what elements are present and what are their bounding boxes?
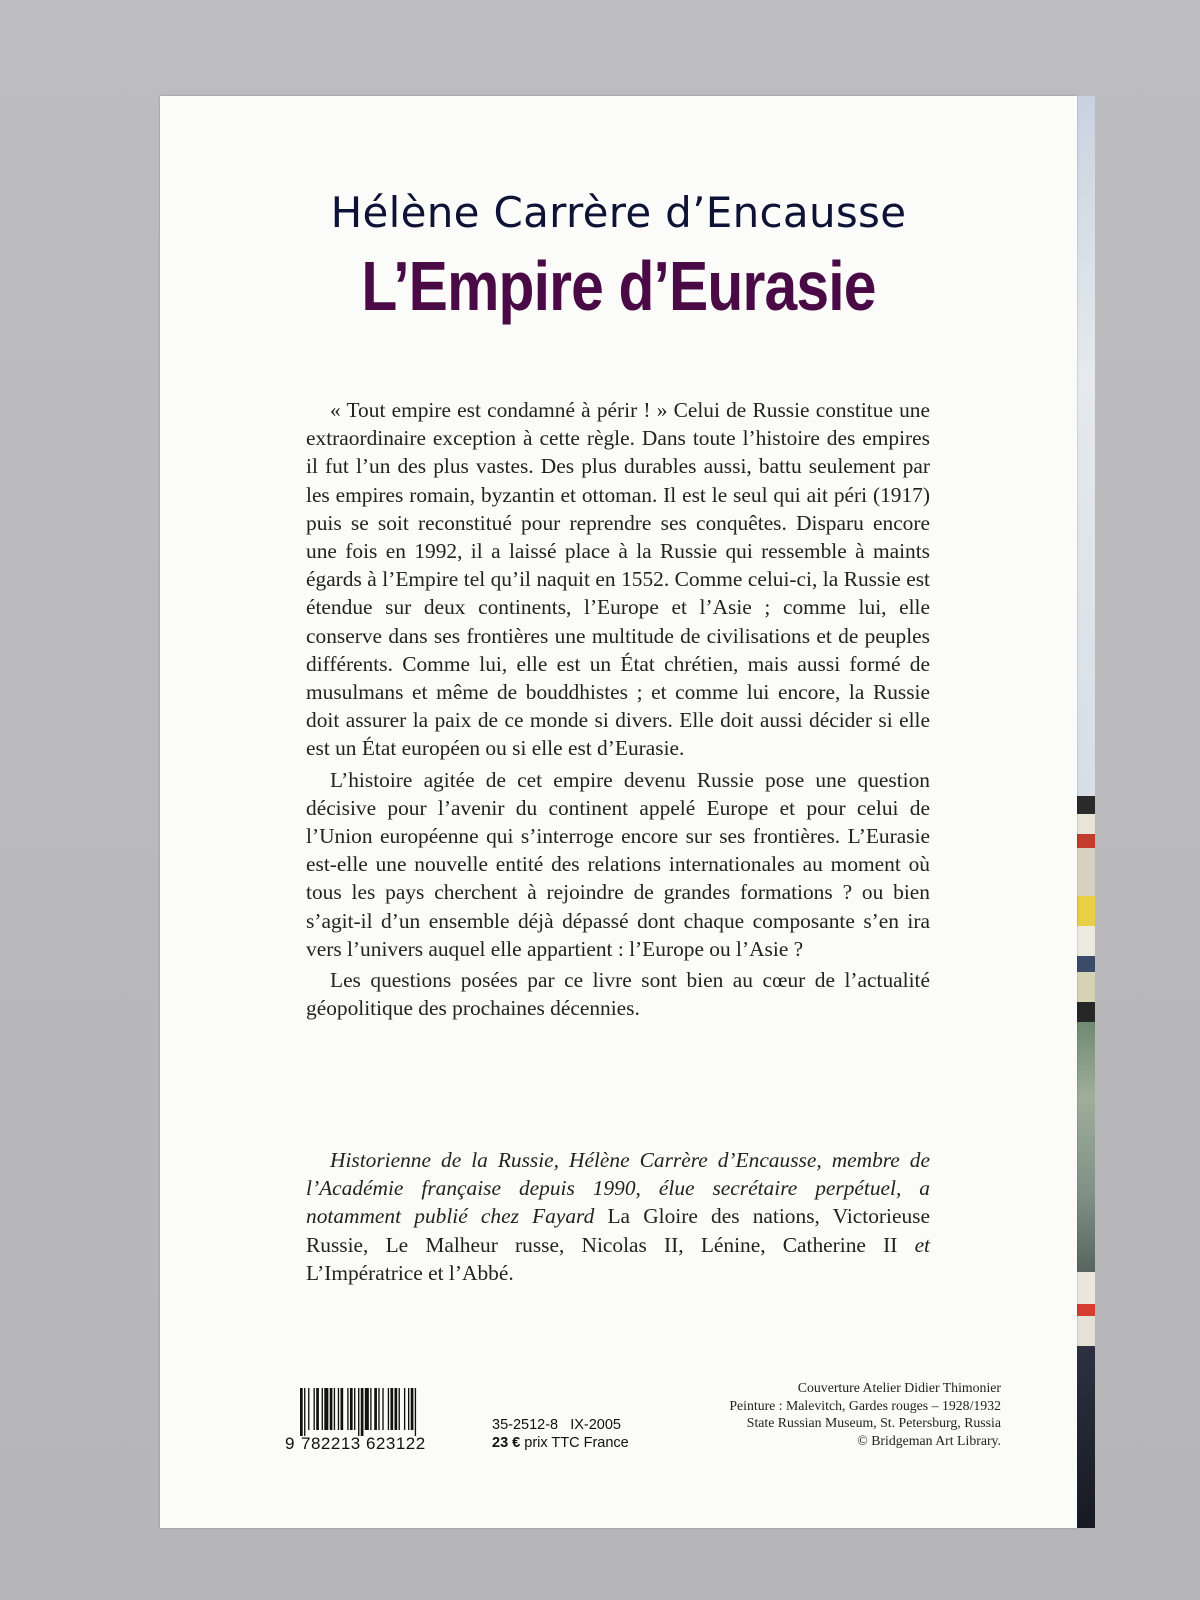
barcode-bar bbox=[300, 1388, 303, 1436]
barcode-icon bbox=[300, 1388, 465, 1436]
credit-line-2: Peinture : Malevitch, Gardes rouges – 1928/1932 bbox=[729, 1397, 1001, 1413]
barcode-bar bbox=[399, 1388, 400, 1430]
barcode-bar bbox=[365, 1388, 369, 1430]
barcode-first-digit: 9 bbox=[285, 1434, 295, 1453]
barcode-bar bbox=[322, 1388, 323, 1430]
cover-paper bbox=[160, 96, 1077, 1528]
author-bio bbox=[306, 1146, 930, 1287]
barcode-bar bbox=[390, 1388, 393, 1430]
barcode-bar bbox=[308, 1388, 309, 1430]
barcode-bar bbox=[411, 1388, 414, 1430]
credit-line-4: © Bridgeman Art Library. bbox=[857, 1432, 1001, 1448]
blurb-paragraph-1: « Tout empire est condamné à périr ! » Celui de Russie constitue une extraordinaire exception à cette règle. Dans toute l’histoire des empires il fut l’un des plus vastes. Des plus durables aussi, battu seulement par les empires romain, byzantin et ottoman. Il est le seul qui ait péri (1917) puis se soit reconstitué pour reprendre ses conquêtes. Disparu encore une fois en 1992, il a laissé place à la Russie qui ressemble à maints égards à l’Empire tel qu’il naquit en 1552. Comme celui-ci, la Russie est étendue sur deux continents, l’Europe et l’Asie ; comme lui, elle conserve dans ses frontières une multitude de civilisations et de peuples différents. Comme lui, elle est un État chrétien, mais aussi formé de musulmans et même de bouddhistes ; et comme lui encore, la Russie doit assurer la paix de ce monde si divers. Elle doit aussi décider si elle est un État européen ou si elle est d’Eurasie. bbox=[306, 398, 930, 761]
blurb-paragraph-3: Les questions posées par ce livre sont bien au cœur de l’actualité géopolitique des prochaines décennies. bbox=[306, 968, 930, 1021]
barcode-bar bbox=[354, 1388, 355, 1430]
price-line bbox=[492, 1434, 629, 1452]
publisher-date: IX-2005 bbox=[570, 1417, 621, 1433]
publisher-code-line bbox=[492, 1416, 629, 1434]
barcode-bar bbox=[378, 1388, 379, 1430]
bio-titles-1: La Gloire des nations, Victorieuse Russie, Le Malheur russe, Nicolas II, Lénine, Catherine II bbox=[306, 1204, 930, 1257]
barcode-bar bbox=[382, 1388, 383, 1430]
barcode-bar bbox=[374, 1388, 377, 1430]
author-name: Hélène Carrère d’Encausse bbox=[330, 188, 907, 237]
barcode-bar bbox=[347, 1388, 348, 1430]
book-title: L’Empire d’Eurasie bbox=[361, 247, 876, 325]
book-back-cover bbox=[160, 96, 1095, 1528]
barcode-bar bbox=[304, 1388, 305, 1436]
blurb-text bbox=[306, 396, 930, 1025]
barcode-bar bbox=[338, 1388, 339, 1430]
barcode-bar bbox=[316, 1388, 319, 1430]
barcode-bar bbox=[324, 1388, 328, 1430]
credit-line-3: State Russian Museum, St. Petersburg, Russia bbox=[746, 1415, 1001, 1430]
barcode-bar bbox=[314, 1388, 315, 1430]
barcode-bar bbox=[388, 1388, 389, 1430]
barcode-bar bbox=[334, 1388, 335, 1430]
bio-titles-2: L’Impératrice et l’Abbé. bbox=[306, 1260, 514, 1285]
barcode-bar bbox=[330, 1388, 333, 1430]
cover-credits bbox=[729, 1379, 1001, 1449]
price-suffix: prix TTC France bbox=[520, 1435, 629, 1451]
barcode-bar bbox=[404, 1388, 405, 1430]
barcode-bar bbox=[415, 1388, 416, 1436]
barcode-bar bbox=[350, 1388, 353, 1430]
barcode-bar bbox=[361, 1388, 364, 1436]
blurb-paragraph-2: L’histoire agitée de cet empire devenu Russie pose une question décisive pour l’avenir du continent appelé Europe et pour celui de l’Union européenne qui s’interroge encore sur ses frontières. L’Eurasie est-elle une nouvelle entité des relations internationales au moment où tous les pays cherchent à rejoindre de grandes formations ? ou bien s’agit-il d’un ensemble déjà dépassé dont chaque composante s’en ira vers l’univers auquel elle appartient : l’Europe ou l’Asie ? bbox=[306, 767, 930, 961]
barcode-bar bbox=[358, 1388, 359, 1436]
price: 23 € bbox=[492, 1435, 521, 1451]
publisher-info bbox=[492, 1416, 629, 1452]
bio-and: et bbox=[914, 1232, 930, 1257]
publisher-code: 35-2512-8 bbox=[492, 1417, 559, 1433]
credit-line-1: Couverture Atelier Didier Thimonier bbox=[797, 1380, 1001, 1395]
barcode-bar bbox=[370, 1388, 371, 1430]
barcode-digits: 782213 623122 bbox=[301, 1434, 426, 1453]
barcode-bar bbox=[408, 1388, 409, 1430]
barcode-bar bbox=[341, 1388, 344, 1430]
barcode-bar bbox=[395, 1388, 398, 1430]
barcode-number bbox=[285, 1434, 470, 1454]
bio-intro: Historienne de la Russie, Hélène Carrère d’Encausse, membre de l’Académie française depuis 1990, élue secrétaire perpétuel, a notamment publié chez Fayard bbox=[306, 1148, 930, 1229]
